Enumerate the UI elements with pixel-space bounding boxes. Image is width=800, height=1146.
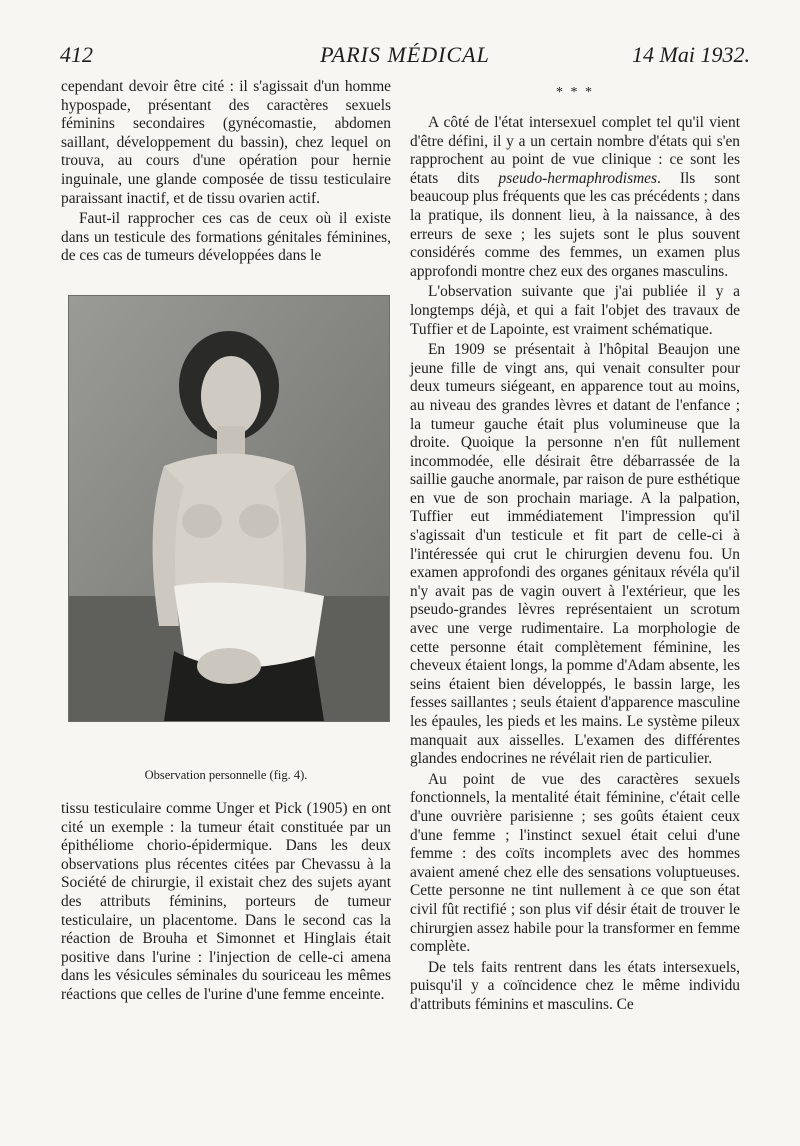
paragraph: Faut-il rapprocher ces cas de ceux où il existe dans un testicule des formations génitales féminines, de ces cas de tumeurs développées dans le	[61, 210, 391, 265]
figure-caption: Observation personnelle (fig. 4).	[144, 768, 308, 782]
paragraph: En 1909 se présentait à l'hôpital Beaujon une jeune fille de vingt ans, qui venait consulter pour deux tumeurs siégeant, en apparence tout au moins, au niveau des grandes lèvres et datant de l'enfance ; la tumeur gauche était plus volumineuse que la droite. Quoique la personne n'en fût nullement incommodée, elle désirait être débarrassée de la saillie gauche anormale, par raison de pure esthétique en vue de son prochain mariage. A la palpation, Tuffier eut immédiatement l'impression qu'il s'agissait d'un testicule et fit part de celle-ci à l'intéressée qui crut le chirurgien devenu fou. Un examen approfondi des organes génitaux révéla qu'il n'y avait pas de vagin ouvert à l'extérieur, que les pseudo-grandes lèvres représentaient un scrotum avec une verge rudimentaire. La morphologie de cette personne était complètement féminine, les cheveux étaient longs, la pomme d'Adam absente, les seins étaient bien développés, le bassin large, les fesses saillantes ; seuls étaient d'apparence masculine les épaules, les pieds et les mains. Le système pileux manquait aux aisselles. L'examen des différentes glandes endocrines ne révélait rien de particulier.	[410, 341, 740, 768]
journal-title: PARIS MÉDICAL	[320, 42, 490, 67]
section-separator: * * *	[556, 85, 594, 100]
paragraph: L'observation suivante que j'ai publiée il y a longtemps déjà, et qui a fait l'objet des travaux de Tuffier et de Lapointe, est vraiment schématique.	[410, 283, 740, 338]
page-number: 412	[60, 42, 93, 67]
right-column	[410, 78, 740, 1015]
left-column-bottom	[61, 800, 391, 1005]
portrait-illustration	[69, 296, 389, 721]
figure-photograph	[68, 295, 390, 722]
paragraph: cependant devoir être cité : il s'agissait d'un homme hypospade, présentant des caractères sexuels féminins secondaires (gynécomastie, abdomen saillant, développement du bassin), chez lequel on trouva, au cours d'une opération pour hernie inguinale, une glande composée de tissu testiculaire paraissant inactif, et de tissu ovarien actif.	[61, 78, 391, 207]
paragraph: A côté de l'état intersexuel complet tel qu'il vient d'être défini, il y a un certain nombre d'états qui s'en rapprochent au point de vue clinique : ce sont les états dits pseudo-hermaphrodismes. Ils sont beaucoup plus fréquents que les cas précédents ; dans la pratique, ils donnent lieu, à la naissance, à des erreurs de sexe ; les sujets sont le plus souvent considérés comme des femmes, un examen plus approfondi montre chez eux des organes masculins.	[410, 114, 740, 280]
paragraph: tissu testiculaire comme Unger et Pick (1905) en ont cité un exemple : la tumeur était constituée par un épithéliome chorio-épidermique. Dans les deux observations plus récentes citées par Chevassu à la Société de chirurgie, il existait chez des sujets ayant des attributs féminins, porteurs de tumeur testiculaire, un placentome. Dans le second cas la réaction de Brouha et Simonnet et Hinglais était positive dans l'urine : l'injection de celle-ci amena dans les vésicules séminales du souriceau les mêmes réactions que celles de l'urine d'une femme enceinte.	[61, 800, 391, 1003]
issue-date: 14 Mai 1932.	[632, 42, 750, 67]
page-header	[60, 42, 750, 74]
paragraph: Au point de vue des caractères sexuels fonctionnels, la mentalité était féminine, c'était celle d'une ouvrière parisienne ; ses goûts étaient ceux d'une femme ; l'instinct sexuel était celui d'une femme : des coïts incomplets avec des hommes avaient amené chez elle des sensations voluptueuses. Cette personne ne tint nullement à ce que son état civil fût rectifié ; son plus vif désir était de trouver le chirurgien assez habile pour la transformer en femme complète.	[410, 770, 740, 956]
paragraph: De tels faits rentrent dans les états intersexuels, puisqu'il y a coïncidence chez le même individu d'attributs féminins et masculins. Ce	[410, 958, 740, 1013]
left-column-top	[61, 78, 391, 266]
